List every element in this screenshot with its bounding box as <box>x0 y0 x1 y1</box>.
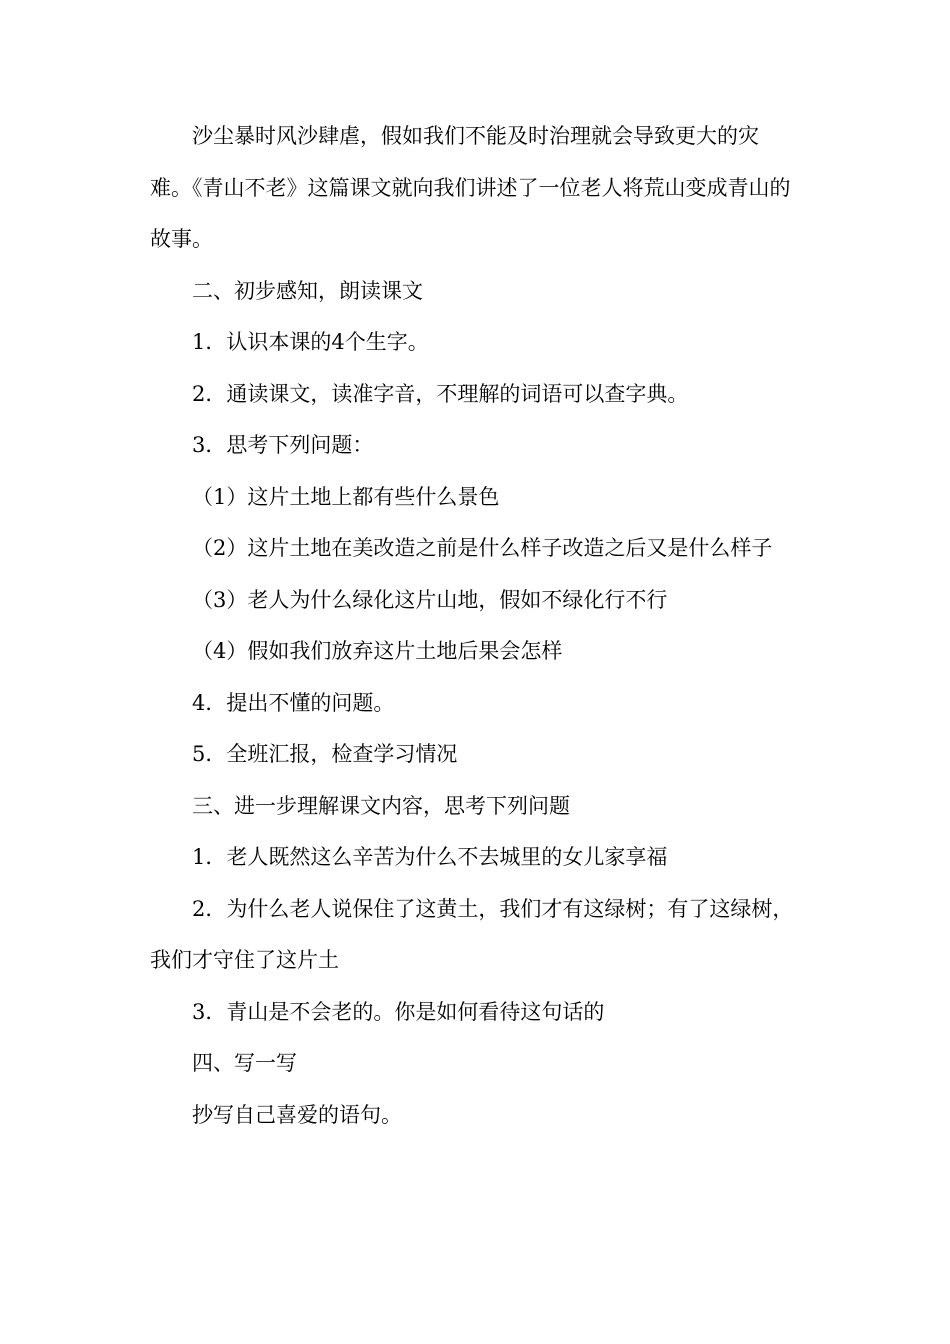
paragraph-intro: 沙尘暴时风沙肆虐，假如我们不能及时治理就会导致更大的灾难。《青山不老》这篇课文就向我们讲述了一位老人将荒山变成青山的故事。 <box>150 124 791 251</box>
list-item: 4．提出不懂的问题。 <box>192 690 395 715</box>
heading-section-3: 三、进一步理解课文内容，思考下列问题 <box>192 793 570 818</box>
heading-section-2: 二、初步感知，朗读课文 <box>192 278 423 303</box>
document-body <box>150 111 800 1141</box>
list-item: 3．思考下列问题： <box>192 433 374 457</box>
paragraph-closing: 抄写自己喜爱的语句。 <box>192 1102 402 1127</box>
sub-question: （4）假如我们放弃这片土地后果会怎样 <box>192 639 563 663</box>
list-item: 1．老人既然这么辛苦为什么不去城里的女儿家享福 <box>192 845 668 869</box>
list-item: 3．青山是不会老的。你是如何看待这句话的 <box>192 999 605 1024</box>
list-item: 5．全班汇报，检查学习情况 <box>192 742 458 766</box>
sub-question: （2）这片土地在美改造之前是什么样子改造之后又是什么样子 <box>192 536 773 560</box>
list-item: 1．认识本课的4个生字。 <box>192 330 429 354</box>
list-item: 2．通读课文，读准字音，不理解的词语可以查字典。 <box>192 381 689 406</box>
list-item: 2．为什么老人说保住了这黄土，我们才有这绿树；有了这绿树，我们才守住了这片土 <box>150 896 794 972</box>
sub-question: （3）老人为什么绿化这片山地，假如不绿化行不行 <box>192 587 668 612</box>
heading-section-4: 四、写一写 <box>192 1051 297 1075</box>
sub-question: （1）这片土地上都有些什么景色 <box>192 484 500 509</box>
